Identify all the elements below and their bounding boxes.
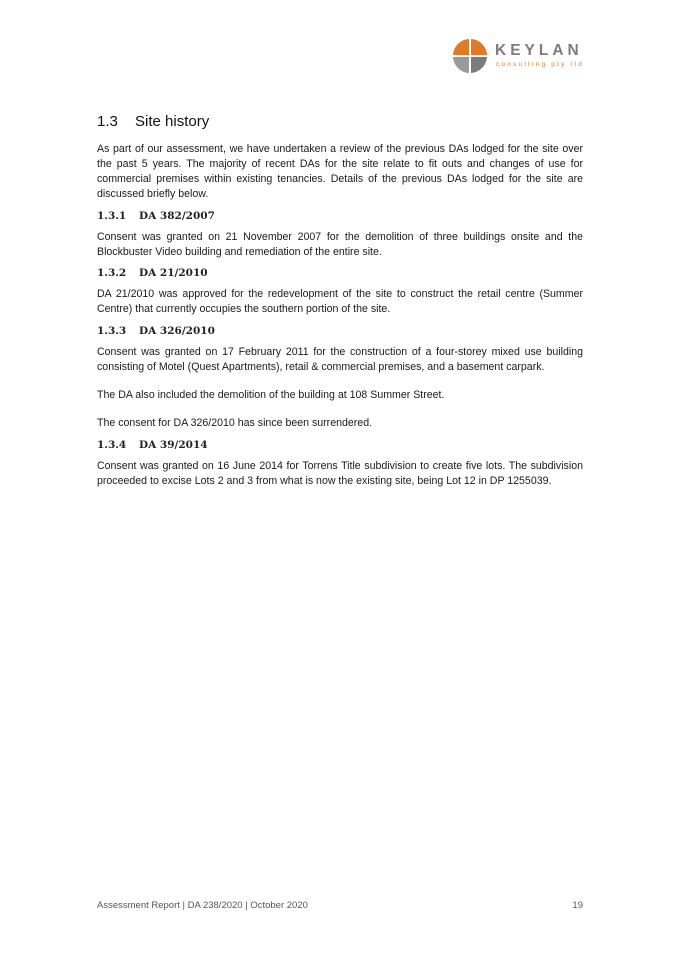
paragraph: Consent was granted on 16 June 2014 for Torrens Title subdivision to create five lots. The subdivision proceeded to excise Lots 2 and 3 from what is now the existing site, being Lot 12 in DP 1255039. [97,459,583,487]
subsection-number: 1.3.1 [97,209,127,222]
page-footer [97,900,583,911]
logo-tagline: consulting pty ltd [496,61,585,68]
section-heading [97,113,583,130]
subsection-heading [97,439,583,451]
subsection-heading [97,325,583,337]
page-number: 19 [572,900,583,911]
subsection-title: DA 326/2010 [139,325,215,338]
paragraph: Consent was granted on 21 November 2007 for the demolition of three buildings onsite and the Blockbuster Video building and remediation of the entire site. [97,230,583,258]
logo-name: KEYLAN [495,42,583,59]
intro-paragraph: As part of our assessment, we have undertaken a review of the previous DAs lodged for the site over the past 5 years. The majority of recent DAs for the site relate to fit outs and changes of use for commercial premises within existing tenancies. Details of the previous DAs lodged for the site are discussed briefly below. [97,143,583,200]
document-body [97,113,583,497]
section-number: 1.3 [97,113,118,130]
subsection-heading [97,210,583,222]
paragraph: DA 21/2010 was approved for the redevelopment of the site to construct the retail centre (Summer Centre) that currently occupies the southern portion of the site. [97,288,583,316]
subsection-number: 1.3.4 [97,438,127,451]
subsection-number: 1.3.2 [97,267,127,280]
section-title: Site history [135,113,210,130]
subsection-number: 1.3.3 [97,325,127,338]
subsection-title: DA 382/2007 [139,209,215,222]
paragraph: Consent was granted on 17 February 2011 for the construction of a four-storey mixed use building consisting of Motel (Quest Apartments), retail & commercial premises, and a basement carpark. [97,346,583,374]
paragraph: The DA also included the demolition of the building at 108 Summer Street. [97,389,445,402]
subsection-title: DA 21/2010 [139,267,208,280]
subsection-heading [97,267,583,279]
footer-text: Assessment Report | DA 238/2020 | October 2020 [97,900,308,911]
subsection-title: DA 39/2014 [139,438,208,451]
paragraph: The consent for DA 326/2010 has since been surrendered. [97,416,373,429]
keylan-logo-icon [452,38,488,74]
